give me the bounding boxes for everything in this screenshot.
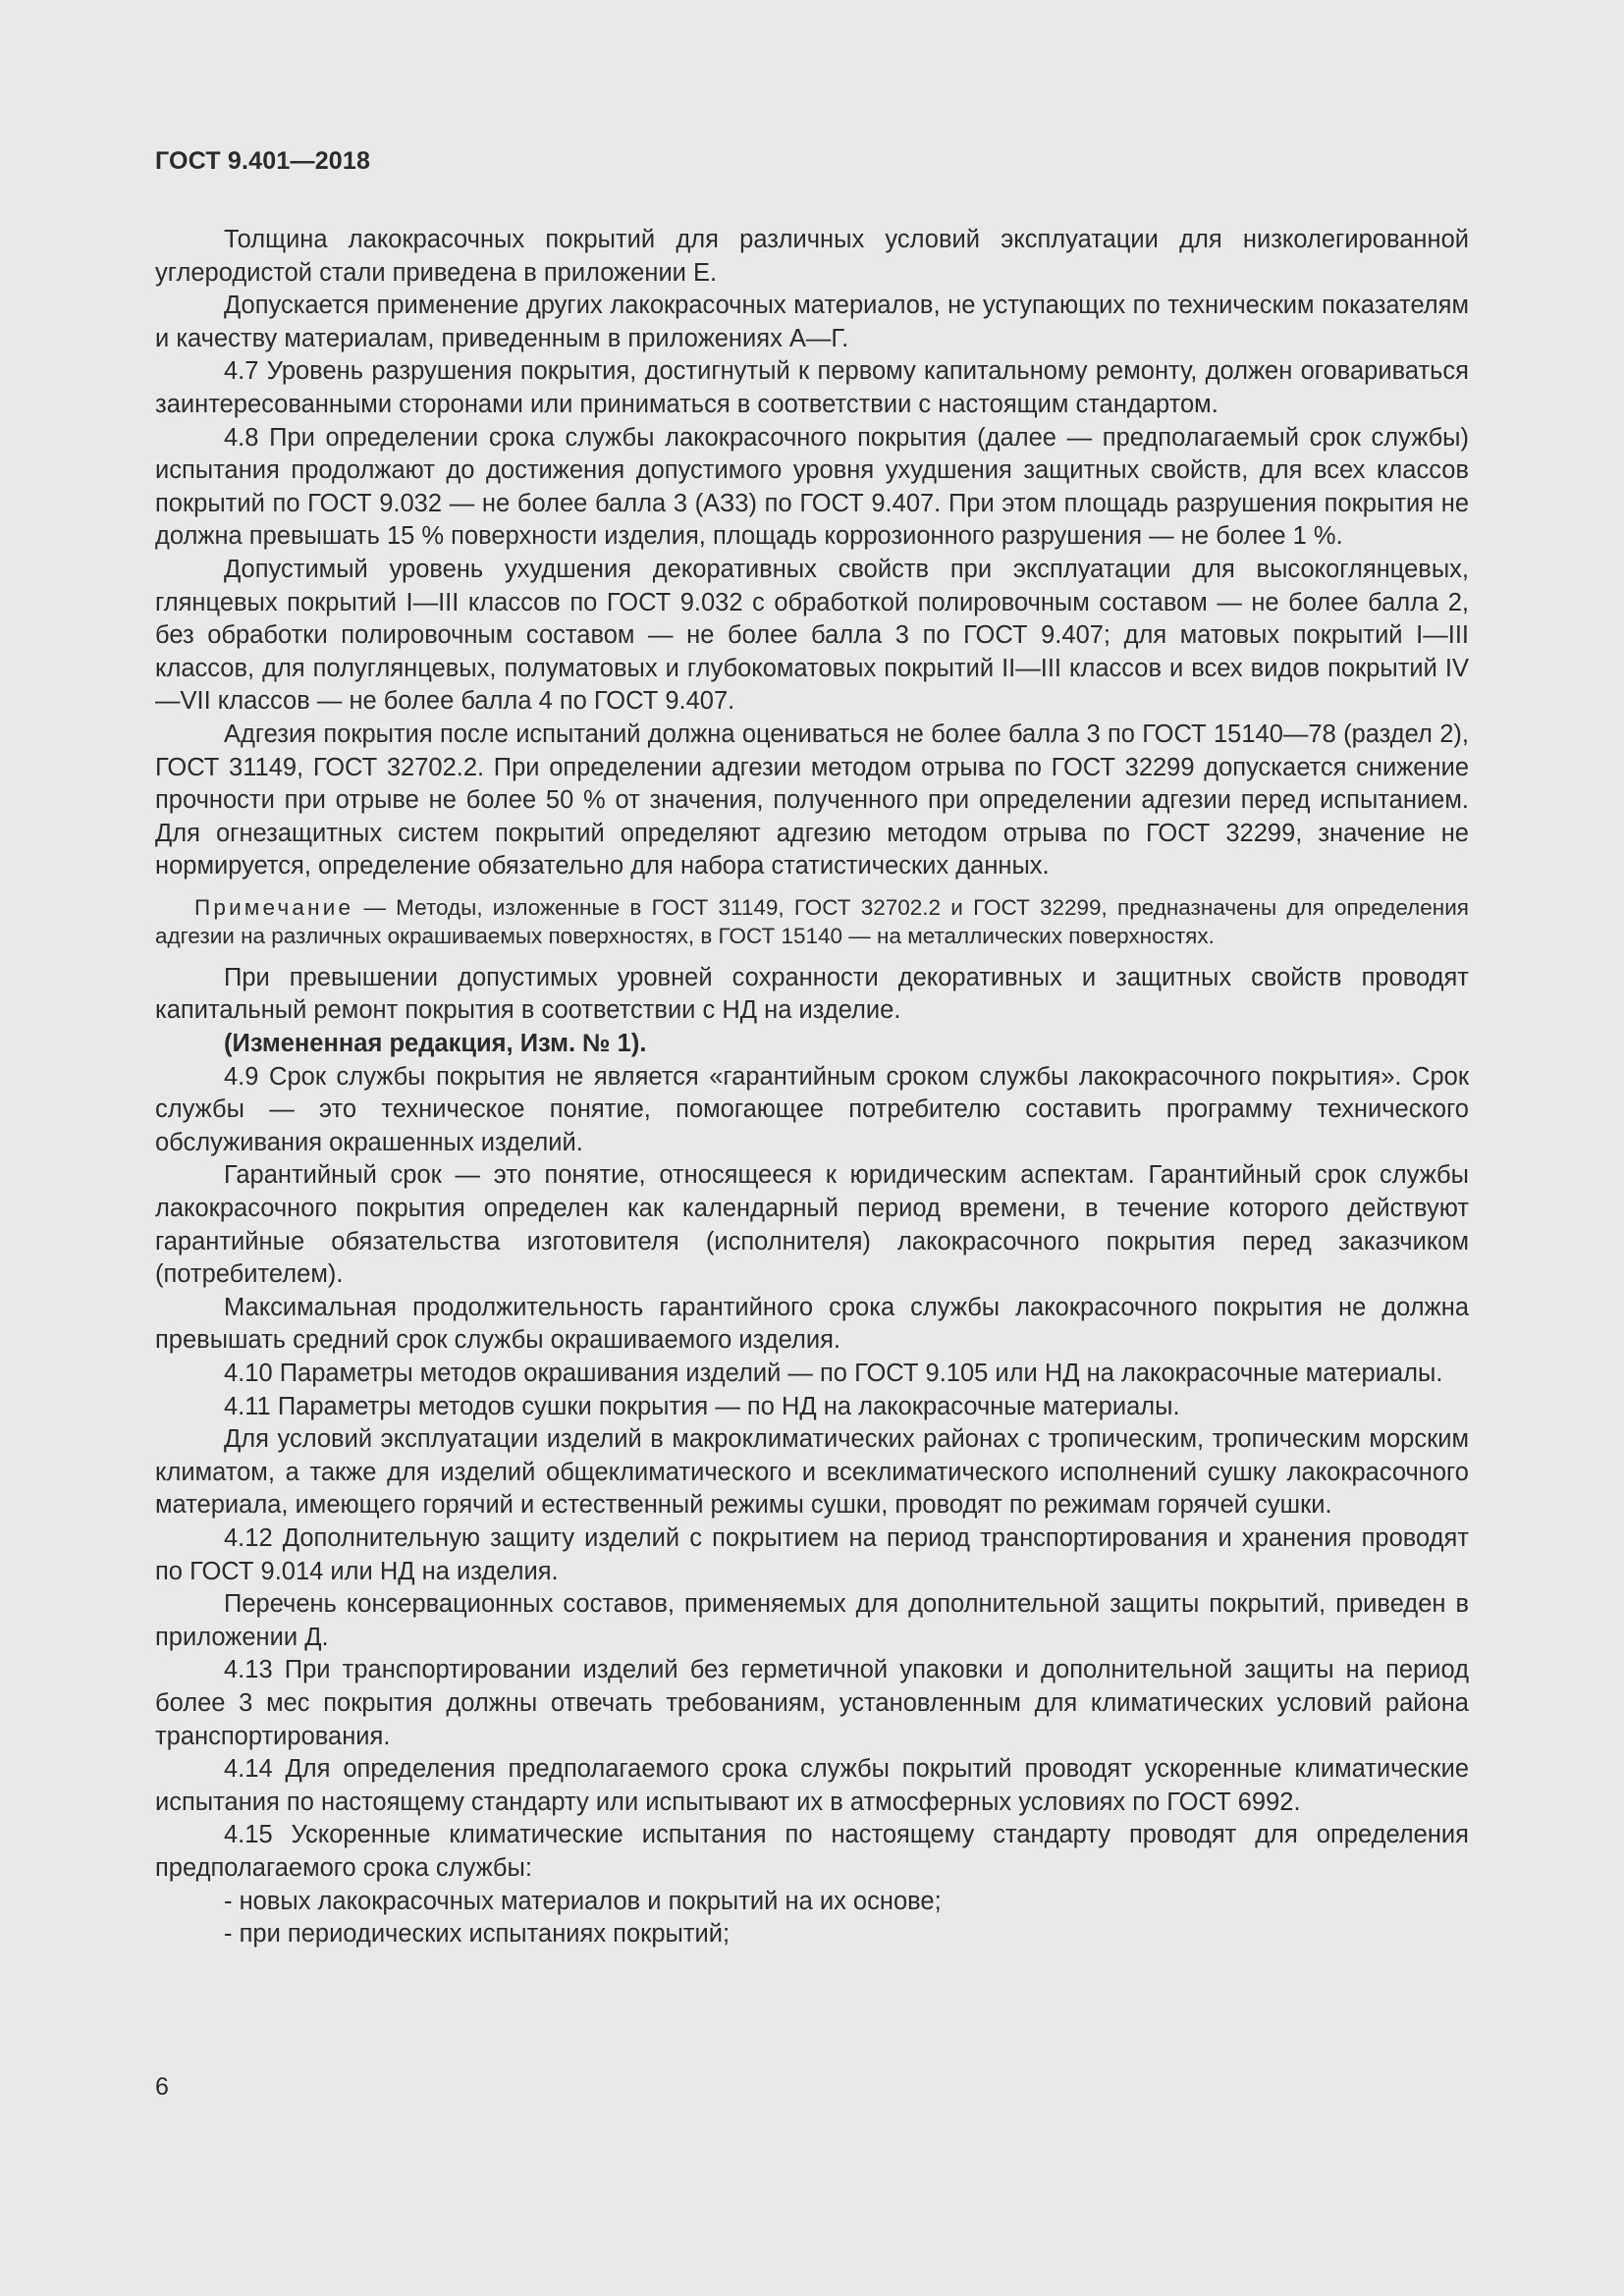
paragraph: Допустимый уровень ухудшения декоративных свойств при эксплуатации для высокоглянцевых, глянцевых покрытий I—III классов по ГОСТ 9.032 с обработкой полировочным составом — не более балла 2, без обработки полировочным составом — не более балла 3 по ГОСТ 9.407; для матовых покрытий I—III классов, для полуглянцевых, полуматовых и глубокоматовых покрытий II—III классов и всех видов покрытий IV—VII классов — не более балла 4 по ГОСТ 9.407. bbox=[155, 555, 1469, 716]
page-number: 6 bbox=[155, 2073, 169, 2101]
paragraph-4-14: 4.14 Для определения предполагаемого срока службы покрытий проводят ускоренные климатические испытания по настоящему стандарту или испытывают их в атмосферных условиях по ГОСТ 6992. bbox=[155, 1755, 1469, 1816]
paragraph-4-10: 4.10 Параметры методов окрашивания изделий — по ГОСТ 9.105 или НД на лакокрасочные материалы. bbox=[224, 1360, 1443, 1387]
paragraph: Перечень консервационных составов, применяемых для дополнительной защиты покрытий, приведен в приложении Д. bbox=[155, 1590, 1469, 1651]
paragraph: Толщина лакокрасочных покрытий для различных условий эксплуатации для низколегированной углеродистой стали приведена в приложении Е. bbox=[155, 226, 1469, 287]
paragraph: Максимальная продолжительность гарантийного срока службы лакокрасочного покрытия не должна превышать средний срок службы окрашиваемого изделия. bbox=[155, 1293, 1469, 1355]
paragraph-4-13: 4.13 При транспортировании изделий без герметичной упаковки и дополнительной защиты на период более 3 мес покрытия должны отвечать требованиям, установленным для климатических условий района транспортирования. bbox=[155, 1656, 1469, 1750]
paragraph-4-15: 4.15 Ускоренные климатические испытания по настоящему стандарту проводят для определения предполагаемого срока службы: bbox=[155, 1821, 1469, 1882]
note-text: — Методы, изложенные в ГОСТ 31149, ГОСТ 32702.2 и ГОСТ 32299, предназначены для определения адгезии на различных окрашиваемых поверхностях, в ГОСТ 15140 — на металлических поверхностях. bbox=[155, 894, 1469, 949]
paragraph-4-12: 4.12 Дополнительную защиту изделий с покрытием на период транспортирования и хранения проводят по ГОСТ 9.014 или НД на изделия. bbox=[155, 1523, 1469, 1585]
list-item: - при периодических испытаниях покрытий; bbox=[224, 1920, 731, 1949]
list-item: - новых лакокрасочных материалов и покрытий на их основе; bbox=[224, 1887, 942, 1915]
paragraph: Гарантийный срок — это понятие, относящееся к юридическим аспектам. Гарантийный срок службы лакокрасочного покрытия определен как календарный период времени, в течение которого действуют гарантийные обязательства изготовителя (исполнителя) лакокрасочного покрытия перед заказчиком (потребителем). bbox=[155, 1161, 1469, 1289]
paragraph: При превышении допустимых уровней сохранности декоративных и защитных свойств проводят капитальный ремонт покрытия в соответствии с НД на изделие. bbox=[155, 963, 1469, 1025]
note-lead: Примечание bbox=[194, 894, 354, 920]
amendment-note: (Измененная редакция, Изм. № 1). bbox=[224, 1030, 647, 1058]
paragraph-4-8: 4.8 При определении срока службы лакокрасочного покрытия (далее — предполагаемый срок службы) испытания продолжают до достижения допустимого уровня ухудшения защитных свойств, для всех классов покрытий по ГОСТ 9.032 — не более балла 3 (АЗ3) по ГОСТ 9.407. При этом площадь разрушения покрытия не должна превышать 15 % поверхности изделия, площадь коррозионного разрушения — не более 1 %. bbox=[155, 423, 1469, 551]
paragraph: Для условий эксплуатации изделий в макроклиматических районах с тропическим, тропическим морским климатом, а также для изделий общеклиматического и всеклиматического исполнений сушку лакокрасочного материала, имеющего горячий и естественный режимы сушки, проводят по режимам горячей сушки. bbox=[155, 1425, 1469, 1520]
paragraph: Допускается применение других лакокрасочных материалов, не уступающих по техническим показателям и качеству материалам, приведенным в приложениях А—Г. bbox=[155, 292, 1469, 352]
paragraph: Адгезия покрытия после испытаний должна оцениваться не более балла 3 по ГОСТ 15140—78 (раздел 2), ГОСТ 31149, ГОСТ 32702.2. При определении адгезии методом отрыва по ГОСТ 32299 допускается снижение прочности при отрыве не более 50 % от значения, полученного при определении адгезии перед испытанием. Для огнезащитных систем покрытий определяют адгезию методом отрыва по ГОСТ 32299, значение не нормируется, определение обязательно для набора статистических данных. bbox=[155, 720, 1469, 881]
document-body bbox=[155, 224, 1469, 1951]
paragraph-4-9: 4.9 Срок службы покрытия не является «гарантийным сроком службы лакокрасочного покрытия». Срок службы — это техническое понятие, помогающее потребителю составить программу технического обслуживания окрашенных изделий. bbox=[155, 1062, 1469, 1156]
paragraph-4-11: 4.11 Параметры методов сушки покрытия — по НД на лакокрасочные материалы. bbox=[224, 1392, 1180, 1420]
document-header: ГОСТ 9.401—2018 bbox=[155, 147, 371, 175]
paragraph-4-7: 4.7 Уровень разрушения покрытия, достигнутый к первому капитальному ремонту, должен оговариваться заинтересованными сторонами или приниматься в соответствии с настоящим стандартом. bbox=[155, 357, 1469, 418]
note bbox=[155, 893, 1469, 951]
